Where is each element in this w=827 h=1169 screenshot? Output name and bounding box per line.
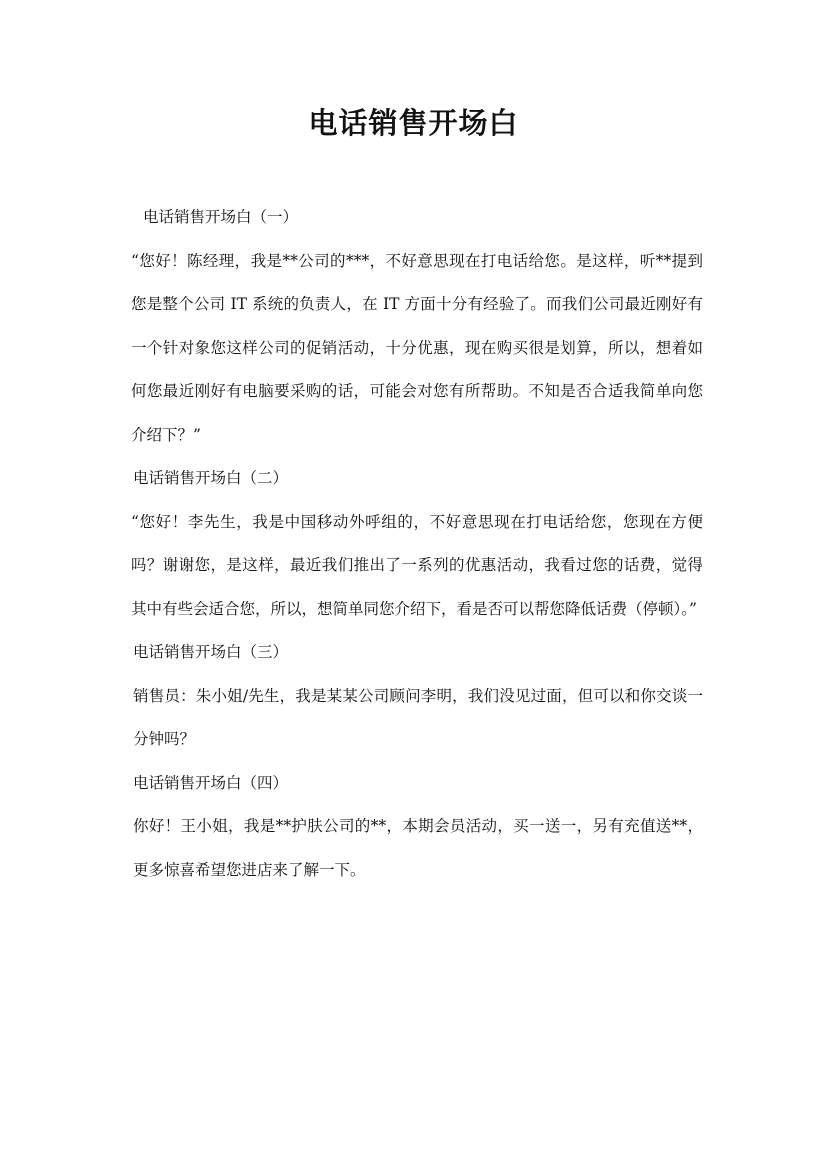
document-body: [125, 196, 703, 892]
section-text-1: “您好！陈经理，我是**公司的***，不好意思现在打电话给您。是这样，听**提到您是整个公司 IT 系统的负责人，在 IT 方面十分有经验了。而我们公司最近刚好有一个针对象您这样公司的促销活动，十分优惠，现在购买很是划算，所以，想着如何您最近刚好有电脑要采购的话，可能会对您有所帮助。不知是否合适我简单向您介绍下？”: [131, 251, 703, 444]
document-title: 电话销售开场白: [308, 106, 519, 140]
section-heading-2: 电话销售开场白（二）: [133, 469, 289, 487]
section-heading-3: 电话销售开场白（三）: [133, 643, 289, 661]
section-text-3: 销售员：朱小姐/先生，我是某某公司顾问李明，我们没见过面，但可以和你交谈一分钟吗？: [133, 686, 703, 748]
section-heading-4: 电话销售开场白（四）: [133, 773, 289, 792]
section-text-2: “您好！李先生，我是中国移动外呼组的，不好意思现在打电话给您，您现在方便吗？谢谢您，是这样，最近我们推出了一系列的优惠活动，我看过您的话费，觉得其中有些会适合您，所以，想简单同您介绍下，看是否可以帮您降低话费（停顿）。”: [131, 512, 703, 618]
section-text-4: 你好！王小姐，我是**护肤公司的**，本期会员活动，买一送一，另有充值送**，更多惊喜希望您进店来了解一下。: [133, 817, 703, 879]
section-heading-1: 电话销售开场白（一）: [143, 208, 299, 226]
